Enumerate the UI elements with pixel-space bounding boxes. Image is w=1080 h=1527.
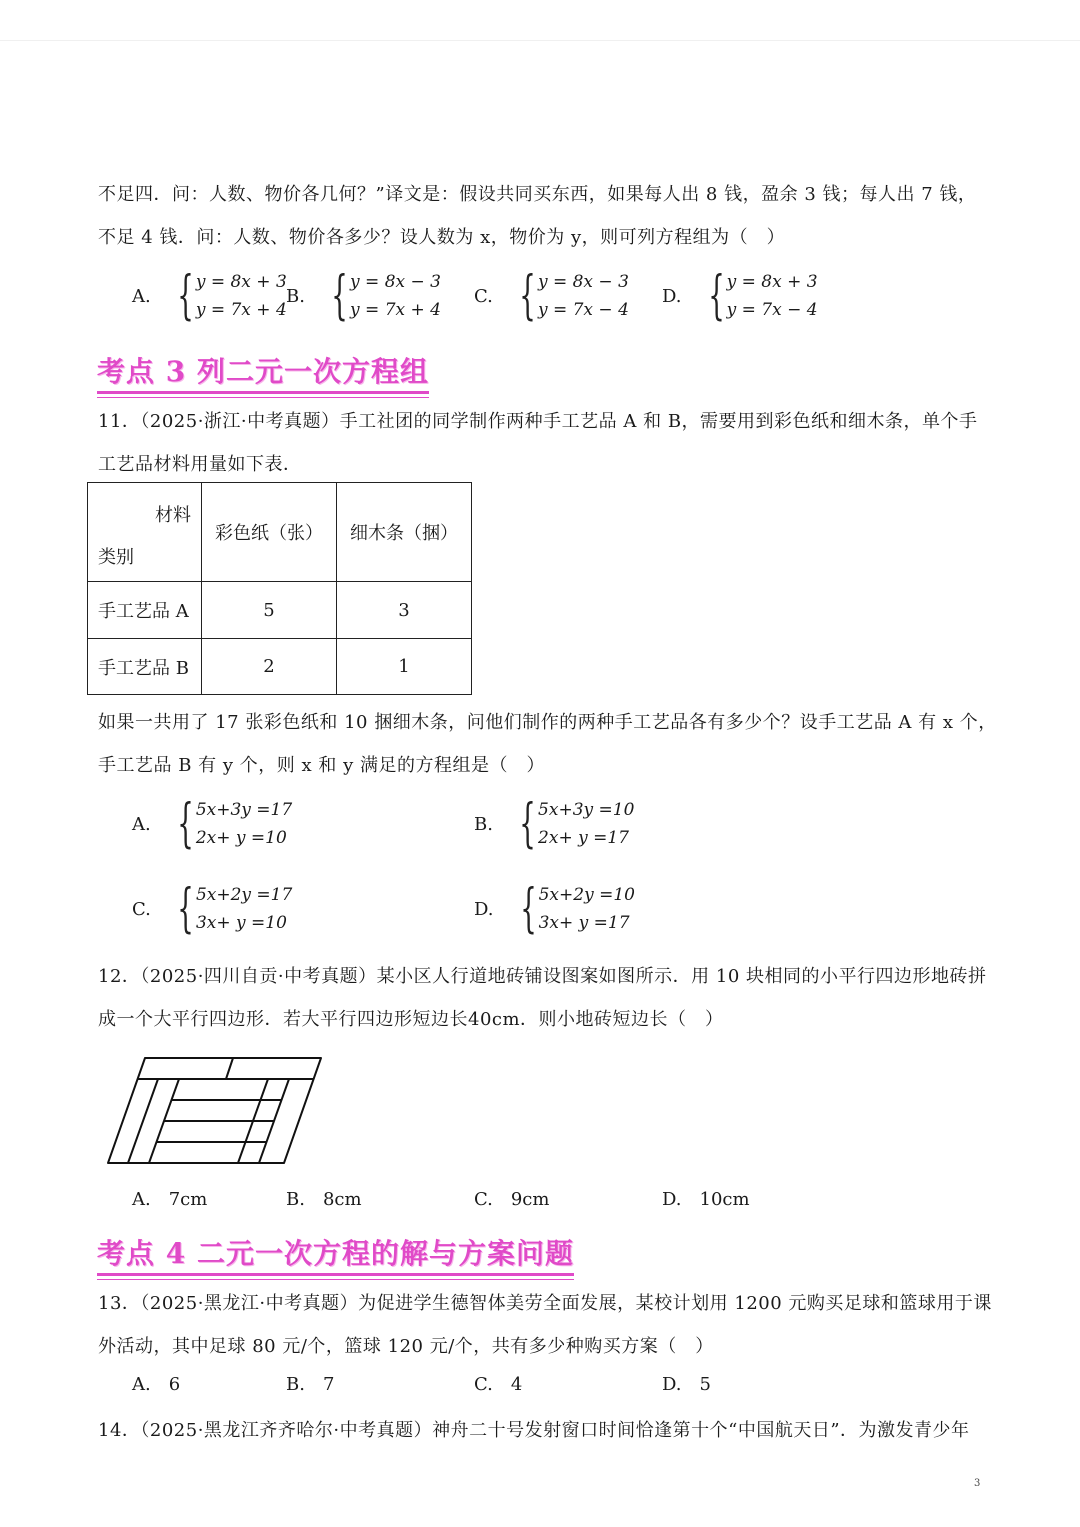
table-header-row bbox=[88, 483, 472, 582]
materials-table bbox=[87, 482, 472, 695]
q10-option-c[interactable] bbox=[474, 268, 629, 324]
option-letter: C. bbox=[474, 1189, 493, 1210]
q11-text-line2: 工艺品材料用量如下表． bbox=[98, 454, 302, 475]
table-header-cell: 彩色纸（张） bbox=[202, 483, 337, 582]
option-letter: A. bbox=[132, 1189, 151, 1210]
q13-option-b[interactable] bbox=[286, 1374, 334, 1395]
option-letter: A. bbox=[132, 813, 151, 835]
q11-text-line1: 11．（2025·浙江·中考真题）手工社团的同学制作两种手工艺品 A 和 B，需要用到彩色纸和细木条，单个手 bbox=[98, 411, 978, 432]
q13-option-c[interactable] bbox=[474, 1374, 522, 1395]
q12-option-d[interactable] bbox=[662, 1189, 750, 1210]
equation: 5x+3y =10 bbox=[538, 800, 635, 820]
equation: y = 8x + 3 bbox=[195, 272, 287, 292]
q11-text-line4: 手工艺品 B 有 y 个，则 x 和 y 满足的方程组是（ ） bbox=[98, 755, 545, 776]
table-header-cell: 细木条（捆） bbox=[337, 483, 472, 582]
option-text: 4 bbox=[510, 1374, 523, 1395]
q12-text-line1: 12．（2025·四川自贡·中考真题）某小区人行道地砖铺设图案如图所示．用 10 块相同的小平行四边形地砖拼 bbox=[98, 966, 987, 987]
option-text: 6 bbox=[168, 1374, 181, 1395]
q12-option-a[interactable] bbox=[132, 1189, 207, 1210]
option-letter: D. bbox=[662, 285, 682, 307]
table-cell: 3 bbox=[337, 582, 472, 639]
q11-option-d[interactable] bbox=[474, 881, 635, 937]
q12-text-line2: 成一个大平行四边形．若大平行四边形短边长40cm．则小地砖短边长（ ） bbox=[98, 1009, 724, 1030]
option-letter: C. bbox=[474, 1374, 493, 1395]
q11-option-b[interactable] bbox=[474, 796, 634, 852]
option-letter: C. bbox=[474, 285, 493, 307]
q10-option-d[interactable] bbox=[662, 268, 818, 324]
table-row bbox=[88, 582, 472, 639]
option-text: 5 bbox=[699, 1374, 711, 1395]
table-cell: 1 bbox=[337, 639, 472, 695]
table-row-label: 手工艺品 B bbox=[88, 639, 202, 695]
section-heading-text: 考点 4 二元一次方程的解与方案问题 bbox=[97, 1237, 574, 1270]
q13-text-line1: 13．（2025·黑龙江·中考真题）为促进学生德智体美劳全面发展，某校计划用 1200 元购买足球和篮球用于课 bbox=[98, 1293, 992, 1314]
brace-icon: { bbox=[707, 266, 725, 326]
option-letter: B. bbox=[286, 1189, 305, 1210]
q13-text-line2: 外活动，其中足球 80 元/个，篮球 120 元/个，共有多少种购买方案（ ） bbox=[98, 1336, 714, 1357]
table-header-category: 类别 bbox=[98, 547, 134, 568]
brace-icon: { bbox=[331, 266, 348, 326]
equation: y = 7x − 4 bbox=[726, 300, 818, 320]
table-header-material: 材料 bbox=[155, 505, 191, 526]
table-diagonal-header-cell bbox=[88, 483, 202, 582]
equation: y = 7x + 4 bbox=[350, 300, 441, 320]
brace-icon: { bbox=[519, 879, 537, 939]
q10-text-line2: 不足 4 钱．问：人数、物价各多少？设人数为 x，物价为 y，则可列方程组为（ ） bbox=[98, 227, 786, 248]
equation: y = 8x − 3 bbox=[537, 272, 629, 292]
q11-option-a[interactable] bbox=[132, 796, 292, 852]
equation: 5x+3y =17 bbox=[195, 800, 293, 820]
equation: y = 7x − 4 bbox=[537, 300, 629, 320]
q11-option-c[interactable] bbox=[132, 881, 292, 937]
option-text: 7cm bbox=[168, 1189, 208, 1210]
heading-underline bbox=[97, 391, 429, 394]
option-text: 10cm bbox=[699, 1189, 750, 1210]
brace-icon: { bbox=[519, 794, 536, 854]
page-number: 3 bbox=[974, 1478, 981, 1489]
equation: 5x+2y =17 bbox=[195, 885, 293, 905]
option-text: 7 bbox=[322, 1374, 335, 1395]
option-letter: D. bbox=[662, 1374, 682, 1395]
tile-pattern-figure bbox=[100, 1050, 330, 1170]
section-heading-3 bbox=[97, 350, 429, 390]
equation: 3x+ y =10 bbox=[195, 913, 287, 933]
q14-text-line1: 14．（2025·黑龙江齐齐哈尔·中考真题）神舟二十号发射窗口时间恰逢第十个“中国航天日”．为激发青少年 bbox=[98, 1420, 970, 1441]
option-letter: C. bbox=[132, 898, 151, 920]
brace-icon: { bbox=[177, 879, 194, 939]
equation: 3x+ y =17 bbox=[538, 913, 630, 933]
section-heading-text: 考点 3 列二元一次方程组 bbox=[97, 355, 429, 388]
option-letter: A. bbox=[132, 1374, 151, 1395]
q13-option-a[interactable] bbox=[132, 1374, 180, 1395]
equation: 2x+ y =17 bbox=[538, 828, 629, 848]
heading-underline bbox=[97, 1273, 574, 1276]
q12-option-c[interactable] bbox=[474, 1189, 549, 1210]
option-letter: B. bbox=[474, 813, 493, 835]
q13-option-d[interactable] bbox=[662, 1374, 711, 1395]
option-letter: B. bbox=[286, 1374, 305, 1395]
brace-icon: { bbox=[177, 794, 194, 854]
equation: 5x+2y =10 bbox=[538, 885, 635, 905]
equation: 2x+ y =10 bbox=[195, 828, 287, 848]
equation: y = 8x + 3 bbox=[726, 272, 818, 292]
equation: y = 8x − 3 bbox=[350, 272, 441, 292]
heading-underline bbox=[97, 397, 429, 398]
option-letter: D. bbox=[474, 898, 494, 920]
table-row bbox=[88, 639, 472, 695]
q10-text-line1: 不足四．问：人数、物价各几何？”译文是：假设共同买东西，如果每人出 8 钱，盈余 3 钱；每人出 7 钱， bbox=[98, 184, 977, 205]
equation: y = 7x + 4 bbox=[195, 300, 287, 320]
table-cell: 2 bbox=[202, 639, 337, 695]
q10-option-b[interactable] bbox=[286, 268, 441, 324]
option-letter: A. bbox=[132, 285, 151, 307]
option-letter: D. bbox=[662, 1189, 682, 1210]
q10-option-a[interactable] bbox=[132, 268, 287, 324]
brace-icon: { bbox=[519, 266, 536, 326]
page-top-divider bbox=[0, 40, 1080, 41]
table-cell: 5 bbox=[202, 582, 337, 639]
q11-text-line3: 如果一共用了 17 张彩色纸和 10 捆细木条，问他们制作的两种手工艺品各有多少个？设手工艺品 A 有 x 个， bbox=[98, 712, 997, 733]
section-heading-4 bbox=[97, 1232, 574, 1272]
option-text: 8cm bbox=[322, 1189, 362, 1210]
option-text: 9cm bbox=[510, 1189, 550, 1210]
brace-icon: { bbox=[177, 266, 194, 326]
heading-underline bbox=[97, 1279, 574, 1280]
option-letter: B. bbox=[286, 285, 305, 307]
q12-option-b[interactable] bbox=[286, 1189, 362, 1210]
table-row-label: 手工艺品 A bbox=[88, 582, 202, 639]
